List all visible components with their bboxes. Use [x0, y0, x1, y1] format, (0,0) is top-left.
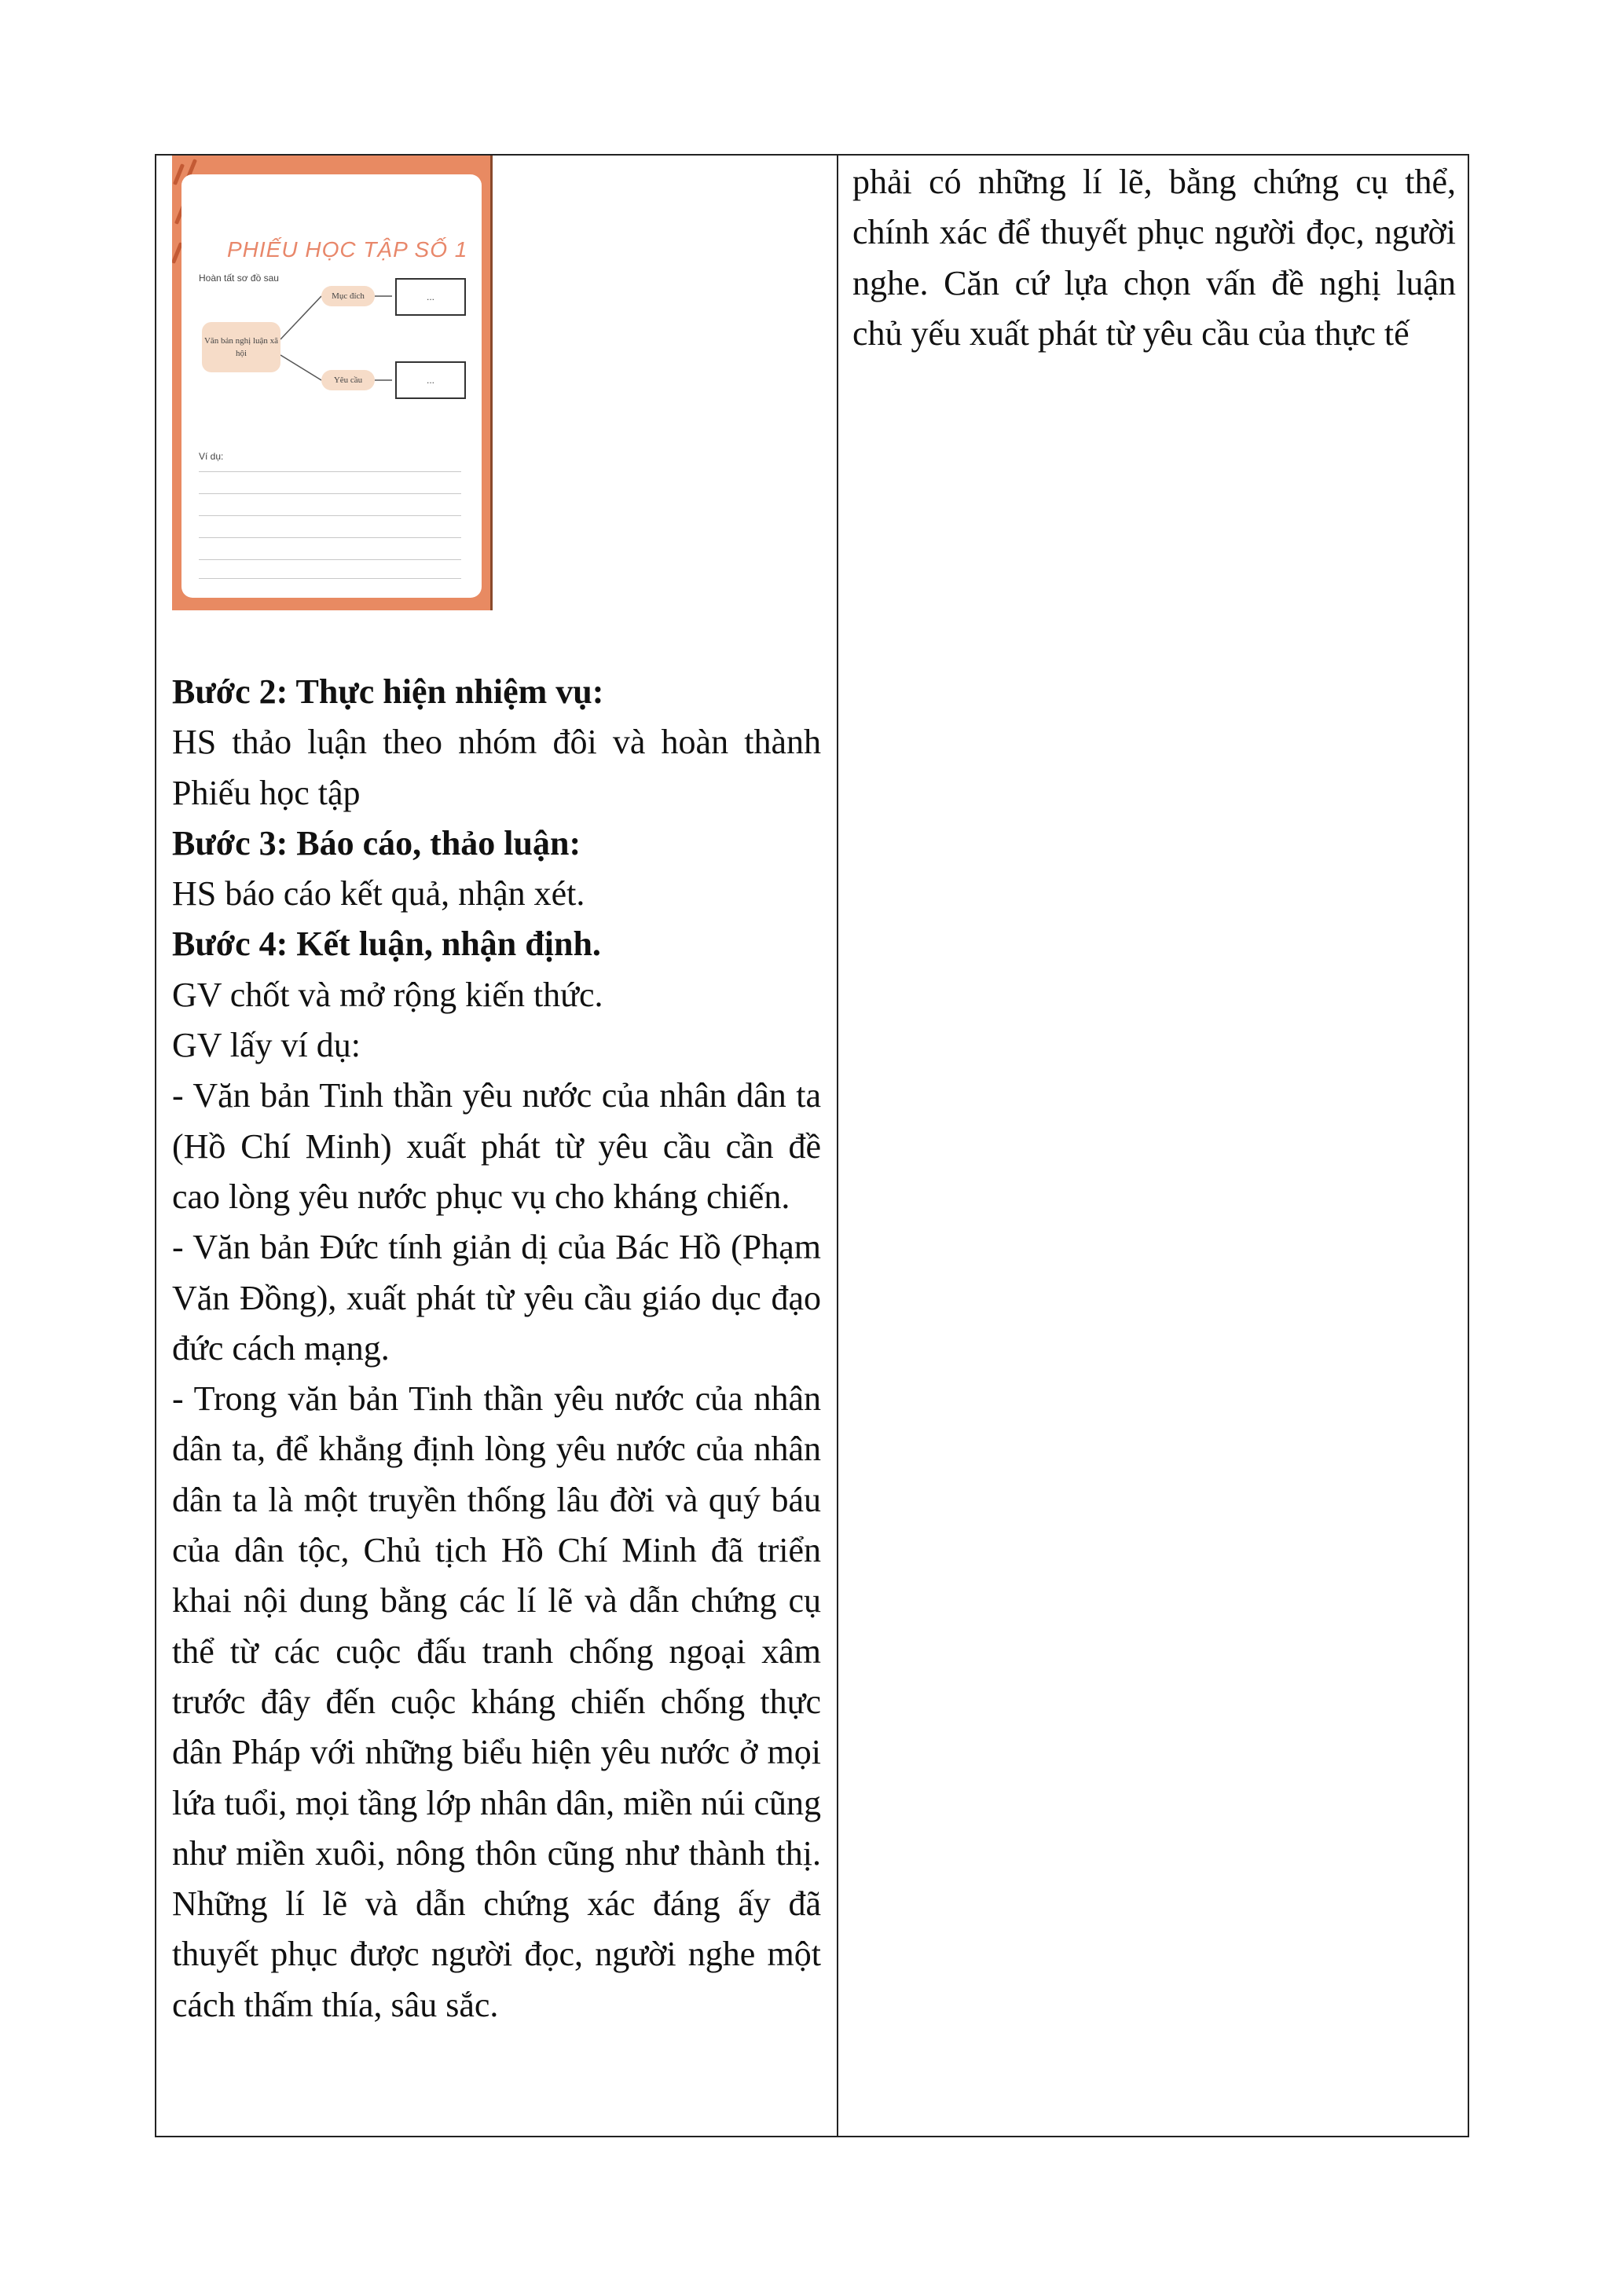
branch-top-node: Mục đích	[321, 286, 375, 306]
writing-line	[199, 578, 461, 579]
answer-box-bottom: ...	[395, 361, 466, 399]
worksheet-card	[181, 174, 482, 598]
step3-text: HS báo cáo kết quả, nhận xét.	[172, 874, 585, 914]
right-cell	[852, 156, 1456, 2136]
step2-text: HS thảo luận theo nhóm đôi và hoàn thành Phiếu học tập	[172, 723, 821, 812]
connector-top	[280, 296, 321, 339]
writing-line	[199, 537, 461, 538]
step2-title: Bước 2: Thực hiện nhiệm vụ:	[172, 672, 604, 711]
step4-text-1: GV chốt và mở rộng kiến thức.	[172, 975, 603, 1014]
right-text: phải có những lí lẽ, bằng chứng cụ thể, chính xác để thuyết phục người đọc, người nghe. Căn cứ lựa chọn vấn đề nghị luận chủ yếu xuất phát từ yêu cầu của thực tế	[852, 163, 1456, 353]
left-cell	[172, 156, 821, 2136]
worksheet-image	[172, 156, 493, 610]
example-1: - Văn bản Tinh thần yêu nước của nhân dân ta (Hồ Chí Minh) xuất phát từ yêu cầu cần đề cao lòng yêu nước phục vụ cho kháng chiến.	[172, 1076, 821, 1216]
example-3: - Trong văn bản Tinh thần yêu nước của nhân dân ta, để khẳng định lòng yêu nước của nhân dân ta là một truyền thống lâu đời và quý báu của dân tộc, Chủ tịch Hồ Chí Minh đã triển khai nội dung bằng các lí lẽ và dẫn chứng cụ thể từ các cuộc đấu tranh chống ngoại xâm trước đây đến cuộc kháng chiến chống thực dân Pháp với những biểu hiện yêu nước ở mọi lứa tuổi, mọi tầng lớp nhân dân, miền núi cũng như miền xuôi, nông thôn cũng như thành thị. Những lí lẽ và dẫn chứng xác đáng ấy đã thuyết phục được người đọc, người nghe một cách thấm thía, sâu sắc.	[172, 1379, 821, 2024]
example-label: Ví dụ:	[199, 451, 224, 462]
connector-bottom	[280, 355, 321, 380]
writing-line	[199, 515, 461, 516]
answer-box-top: ...	[395, 278, 466, 316]
example-2: - Văn bản Đức tính giản dị của Bác Hồ (Phạm Văn Đồng), xuất phát từ yêu cầu giáo dục đạo đức cách mạng.	[172, 1228, 821, 1368]
step4-title: Bước 4: Kết luận, nhận định.	[172, 925, 601, 964]
center-node: Văn bản nghị luận xã hội	[202, 322, 280, 372]
step3-title: Bước 3: Báo cáo, thảo luận:	[172, 823, 581, 862]
worksheet-title: PHIẾU HỌC TẬP SỐ 1	[227, 237, 468, 262]
worksheet-instruction: Hoàn tất sơ đồ sau	[199, 273, 279, 284]
column-divider	[837, 156, 838, 2136]
writing-line	[199, 559, 461, 560]
branch-bottom-node: Yêu cầu	[321, 370, 375, 390]
image-edge	[490, 156, 493, 610]
writing-line	[199, 471, 461, 472]
left-text-block	[172, 667, 821, 2031]
step4-text-2: GV lấy ví dụ:	[172, 1026, 361, 1065]
content-table	[155, 154, 1469, 2137]
writing-line	[199, 493, 461, 494]
